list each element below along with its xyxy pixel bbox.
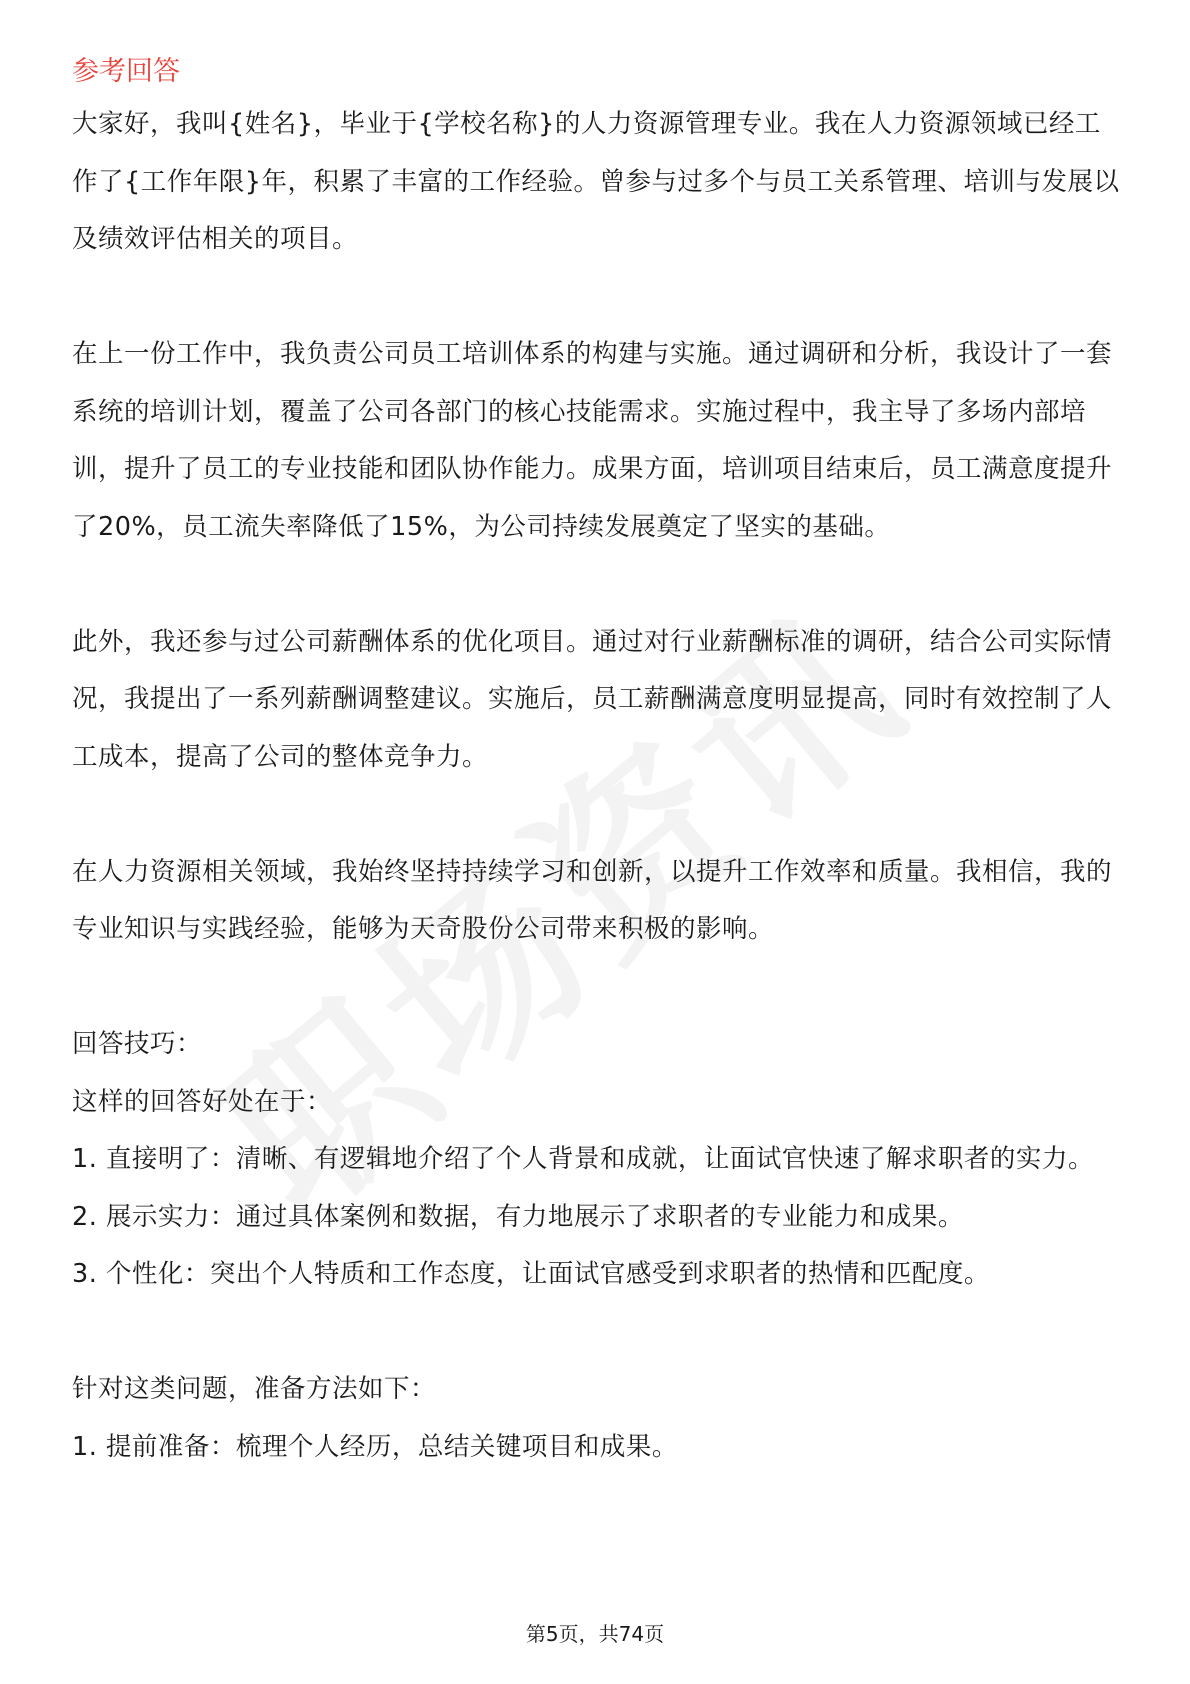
tips-item: 1. 直接明了：清晰、有逻辑地介绍了个人背景和成就，让面试官快速了解求职者的实力。 xyxy=(72,1144,1094,1174)
tips-section xyxy=(72,1016,1122,1304)
prep-title: 针对这类问题，准备方法如下： xyxy=(72,1374,437,1404)
intro-paragraph: 大家好，我叫{姓名}，毕业于{学校名称}的人力资源管理专业。我在人力资源领域已经工作了{工作年限}年，积累了丰富的工作经验。曾参与过多个与员工关系管理、培训与发展以及绩效评估相关的项目。 xyxy=(72,109,1120,254)
page-heading: 参考回答 xyxy=(72,56,180,87)
prep-item: 1. 提前准备：梳理个人经历，总结关键项目和成果。 xyxy=(72,1431,678,1462)
compensation-paragraph: 此外，我还参与过公司薪酬体系的优化项目。通过对行业薪酬标准的调研，结合公司实际情况，我提出了一系列薪酬调整建议。实施后，员工薪酬满意度明显提高，同时有效控制了人工成本，提高了公司的整体竞争力。 xyxy=(72,626,1113,772)
tips-subtitle: 这样的回答好处在于： xyxy=(72,1086,333,1117)
training-paragraph: 在上一份工作中，我负责公司员工培训体系的构建与实施。通过调研和分析，我设计了一套系统的培训计划，覆盖了公司各部门的核心技能需求。实施过程中，我主导了多场内部培训，提升了员工的专业技能和团队协作能力。成果方面，培训项目结束后，员工满意度提升了20%，员工流失率降低了15%，为公司持续发展奠定了坚实的基础。 xyxy=(72,339,1113,542)
experience-section xyxy=(72,326,1122,556)
page-content xyxy=(72,48,1122,1476)
tips-title: 回答技巧： xyxy=(72,1029,203,1059)
tips-item: 3. 个性化：突出个人特质和工作态度，让面试官感受到求职者的热情和匹配度。 xyxy=(72,1259,990,1289)
closing-paragraph: 在人力资源相关领域，我始终坚持持续学习和创新，以提升工作效率和质量。我相信，我的专业知识与实践经验，能够为天奇股份公司带来积极的影响。 xyxy=(72,856,1113,944)
page-number-footer: 第5页，共74页 xyxy=(525,1622,665,1646)
prep-section xyxy=(72,1361,1122,1476)
closing-section xyxy=(72,844,1122,959)
tips-item: 2. 展示实力：通过具体案例和数据，有力地展示了求职者的专业能力和成果。 xyxy=(72,1201,964,1232)
intro-section xyxy=(72,96,1122,269)
compensation-section xyxy=(72,614,1122,787)
